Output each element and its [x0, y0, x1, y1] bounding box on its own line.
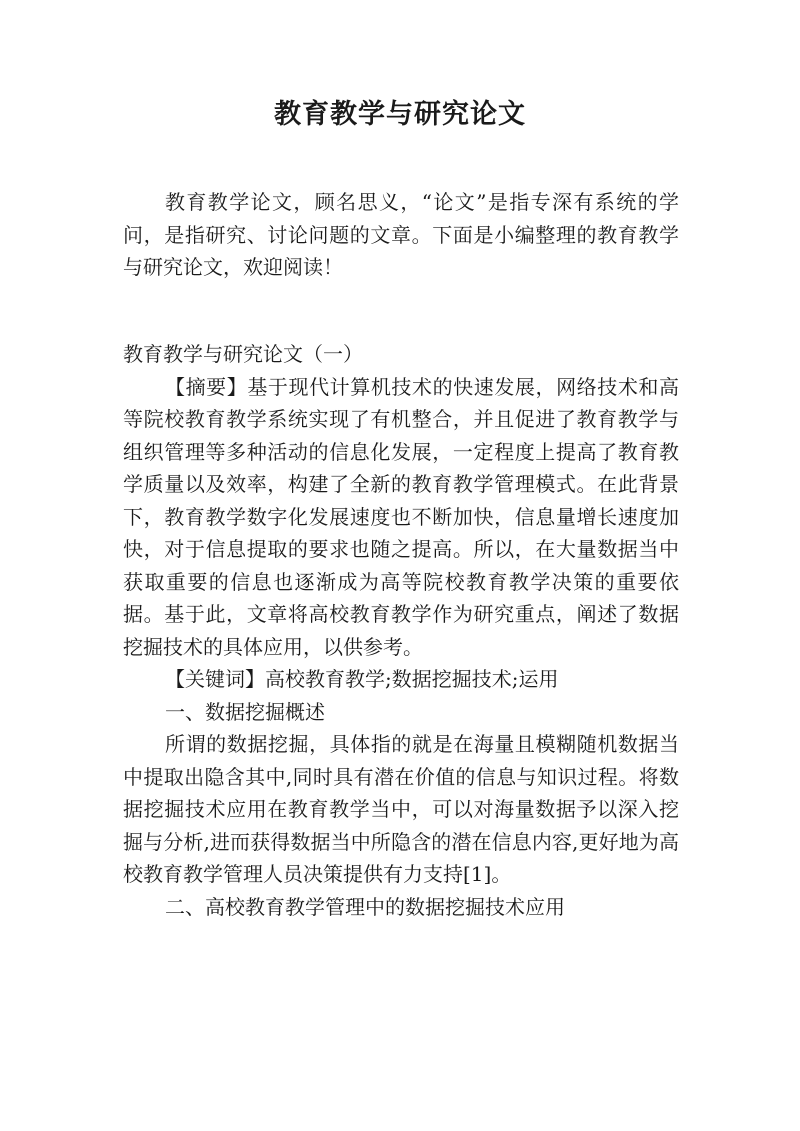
keywords-paragraph: 【关键词】高校教育教学;数据挖掘技术;运用 — [165, 667, 559, 691]
abstract-paragraph: 【摘要】基于现代计算机技术的快速发展，网络技术和高等院校教育教学系统实现了有机整合，并且促进了教育教学与组织管理等多种活动的信息化发展，一定程度上提高了教育教学质量以及效率，构建了全新的教育教学管理模式。在此背景下，教育教学数字化发展速度也不断加快，信息量增长速度加快，对于信息提取的要求也随之提高。所以，在大量数据当中获取重要的信息也逐渐成为高等院校教育教学决策的重要依据。基于此，文章将高校教育教学作为研究重点，阐述了数据挖掘技术的具体应用，以供参考。 — [123, 374, 679, 659]
data-mining-paragraph: 所谓的数据挖掘，具体指的就是在海量且模糊随机数据当中提取出隐含其中,同时具有潜在价值的信息与知识过程。将数据挖掘技术应用在教育教学当中，可以对海量数据予以深入挖掘与分析,进而获得数据当中所隐含的潜在信息内容,更好地为高校教育教学管理人员决策提供有力支持[1]。 — [123, 732, 679, 886]
section-heading: 教育教学与研究论文（一） — [123, 342, 363, 366]
heading-data-mining-overview: 一、数据挖掘概述 — [165, 699, 325, 724]
paper-body — [123, 338, 679, 923]
heading-data-mining-application: 二、高校教育教学管理中的数据挖掘技术应用 — [165, 894, 565, 919]
intro-paragraph: 教育教学论文，顾名思义，“论文”是指专深有系统的学问，是指研究、讨论问题的文章。下面是小编整理的教育教学与研究论文，欢迎阅读！ — [123, 190, 679, 279]
document-title: 教育教学与研究论文 — [274, 99, 526, 130]
